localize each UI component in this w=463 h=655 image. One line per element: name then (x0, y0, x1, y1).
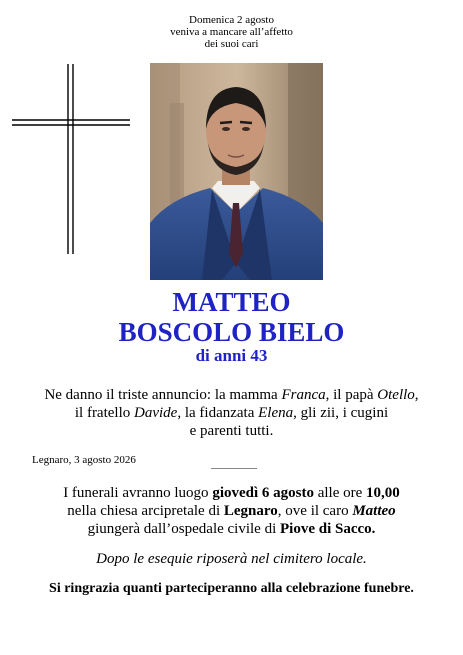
place-date: Legnaro, 3 agosto 2026 (32, 454, 136, 466)
deceased-name-mention: Matteo (352, 503, 396, 519)
brother-name: Davide (134, 405, 178, 421)
deceased-age: di anni 43 (195, 346, 268, 365)
burial-note: Dopo le esequie riposerà nel cimitero locale. (96, 551, 367, 567)
funeral-text-part: alle ore (313, 485, 367, 501)
funeral-info (20, 484, 443, 538)
mother-name: Franca (281, 387, 326, 403)
announcement-line-3: e parenti tutti. (189, 423, 274, 439)
announcement-text-part: Ne danno il triste annuncio: la mamma (44, 387, 282, 403)
portrait-photo (150, 63, 323, 280)
funeral-time: 10,00 (366, 485, 400, 501)
funeral-text-part: nella chiesa arcipretale di (67, 503, 224, 519)
funeral-date: giovedì 6 agosto (212, 485, 314, 501)
deceased-last-name: BOSCOLO BIELO (118, 317, 345, 347)
father-name: Otello (377, 387, 415, 403)
announcement-line-1 (20, 386, 443, 404)
announcement-text-part: il fratello (74, 405, 135, 421)
funeral-text-part: giungerà dall’ospedale civile di (87, 521, 281, 537)
announcement-text (20, 386, 443, 440)
divider (211, 468, 257, 469)
intro-line-3: dei suoi cari (204, 38, 259, 50)
announcement-text-part: , (414, 387, 419, 403)
fiancee-name: Elena (258, 405, 294, 421)
thanks-note: Si ringrazia quanti parteciperanno alla celebrazione funebre. (49, 581, 414, 596)
announcement-text-part: , gli zii, i cugini (293, 405, 389, 421)
funeral-line-3 (20, 520, 443, 538)
announcement-text-part: , la fidanzata (177, 405, 259, 421)
funeral-line-2 (20, 502, 443, 520)
funeral-text-part: I funerali avranno luogo (63, 485, 213, 501)
announcement-text-part: , il papà (325, 387, 378, 403)
announcement-line-2 (20, 404, 443, 422)
intro-line-1: Domenica 2 agosto (189, 14, 274, 26)
funeral-text-part: , ove il caro (277, 503, 353, 519)
funeral-line-1 (20, 484, 443, 502)
cross-icon (12, 64, 130, 254)
intro-text (0, 14, 463, 50)
hospital-place: Piove di Sacco. (280, 521, 376, 537)
funeral-place: Legnaro (223, 503, 278, 519)
deceased-first-name: MATTEO (172, 287, 291, 317)
intro-line-2: veniva a mancare all’affetto (170, 26, 293, 38)
